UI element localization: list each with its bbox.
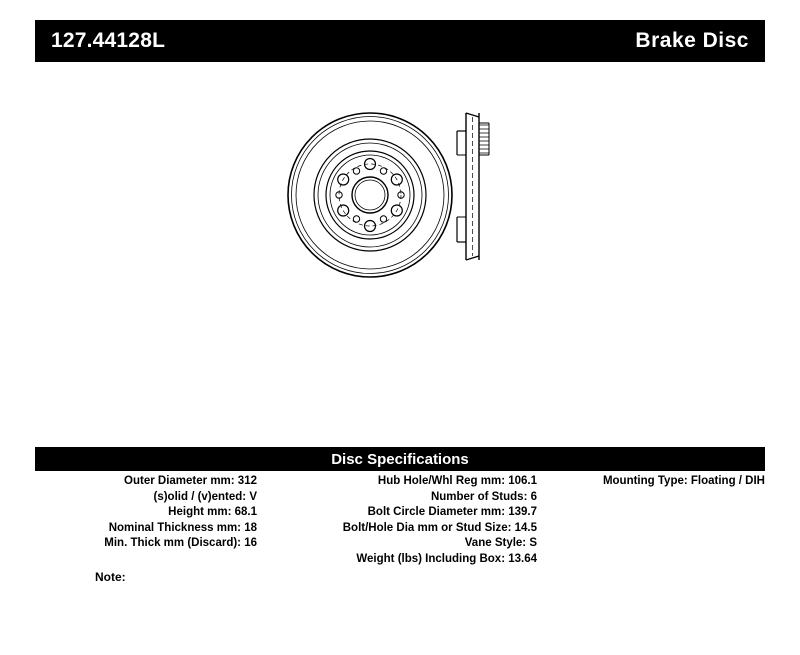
rotor-outer-inner-edge	[292, 117, 449, 274]
rotor-outer-circle	[288, 113, 452, 277]
spec-column-middle	[267, 474, 547, 567]
rotor-hat-outer-circle	[314, 139, 426, 251]
spec-line: Weight (lbs) Including Box: 13.64	[356, 552, 537, 565]
spec-line: Min. Thick mm (Discard): 16	[104, 537, 257, 549]
spec-line: Outer Diameter mm: 312	[124, 475, 257, 487]
spec-line: Hub Hole/Whl Reg mm: 106.1	[377, 475, 537, 487]
spec-column-left	[35, 474, 267, 552]
spec-column-right	[547, 474, 765, 490]
spec-line: Bolt Circle Diameter mm: 139.7	[367, 506, 537, 518]
bolt-circle-construction	[339, 164, 401, 226]
pilot-hole	[380, 168, 386, 174]
spec-columns	[35, 474, 765, 567]
spec-line: Nominal Thickness mm: 18	[108, 521, 257, 534]
hub-hole-inner-circle	[355, 180, 385, 210]
pilot-hole	[380, 216, 386, 222]
spec-line: Mounting Type: Floating / DIH	[602, 475, 765, 487]
note-label: Note:	[95, 570, 126, 584]
spec-line: Height mm: 68.1	[168, 506, 257, 518]
spec-line: (s)olid / (v)ented: V	[153, 490, 257, 503]
pilot-hole	[353, 216, 359, 222]
spec-line: Bolt/Hole Dia mm or Stud Size: 14.5	[342, 521, 537, 534]
brake-disc-technical-drawing	[270, 95, 550, 295]
part-number: 127.44128L	[51, 29, 166, 52]
side-view-bottom-edge	[466, 256, 479, 260]
header-bar	[35, 20, 765, 62]
spec-line: Vane Style: S	[464, 537, 537, 549]
disc-drawing-svg	[270, 95, 550, 295]
side-view-top-edge	[466, 113, 479, 117]
hub-hole-circle	[352, 177, 388, 213]
section-hatch-top	[479, 125, 489, 153]
page-title: Brake Disc	[635, 29, 749, 52]
spec-line: Number of Studs: 6	[430, 490, 537, 503]
pilot-hole	[353, 168, 359, 174]
spec-section-title: Disc Specifications	[35, 447, 765, 471]
